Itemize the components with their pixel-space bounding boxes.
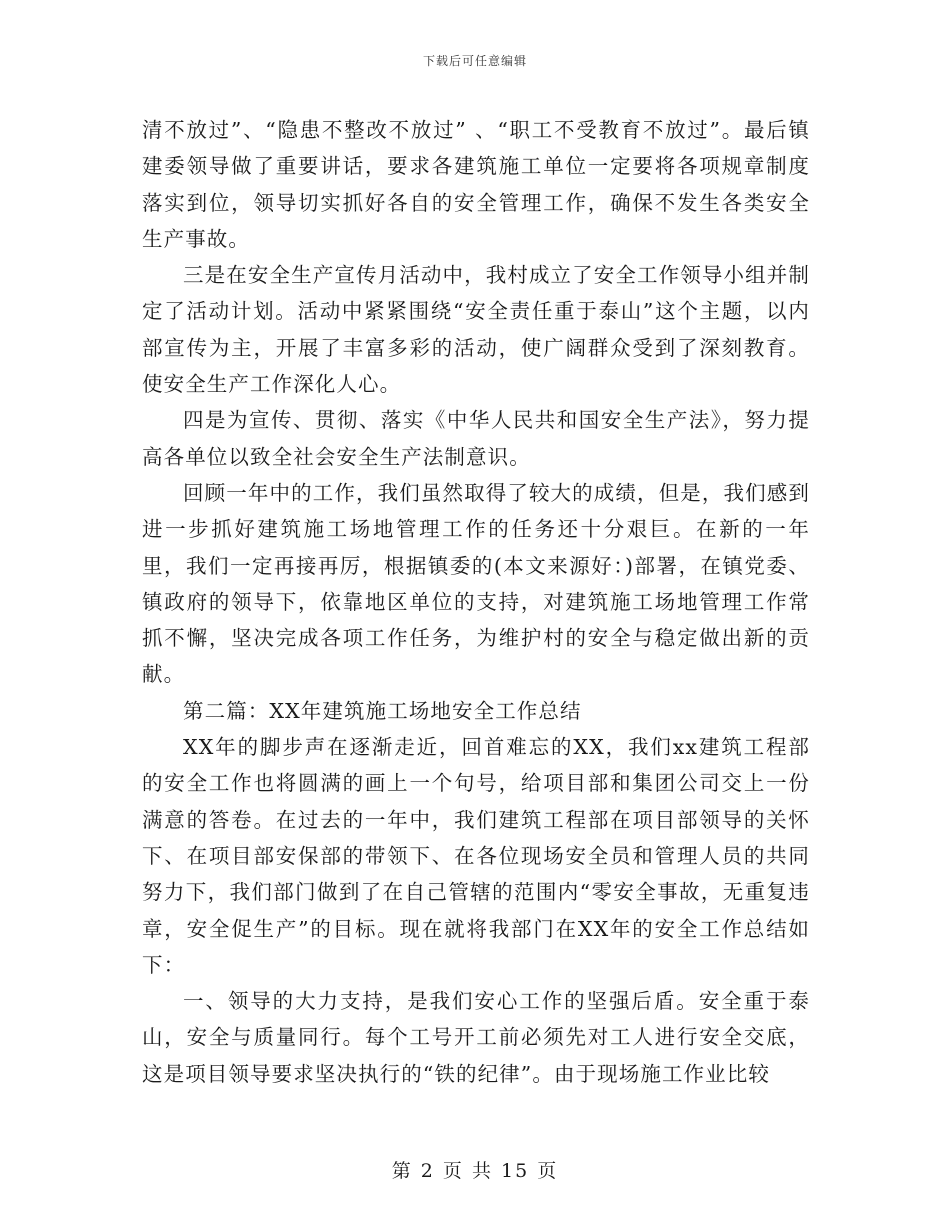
page-header-note: 下载后可任意编辑: [422, 54, 527, 68]
document-body: [142, 112, 810, 1092]
paragraph-point-four: 四是为宣传、贯彻、落实《中华人民共和国安全生产法》，努力提高各单位以致全社会安全生产法制意识。: [142, 408, 810, 469]
page-number-footer: 第 2 页 共 15 页: [391, 1160, 559, 1182]
section-heading: 第二篇：XX年建筑施工场地安全工作总结: [183, 698, 582, 723]
paragraph-review: 回顾一年中的工作，我们虽然取得了较大的成绩，但是，我们感到进一步抓好建筑施工场地管理工作的任务还十分艰巨。在新的一年里，我们一定再接再厉，根据镇委的(本文来源好：)部署，在镇党委、镇政府的领导下，依靠地区单位的支持，对建筑施工场地管理工作常抓不懈，坚决完成各项工作任务，为维护村的安全与稳定做出新的贡献。: [142, 480, 810, 687]
paragraph-item-one: 一、领导的大力支持，是我们安心工作的坚强后盾。安全重于泰山，安全与质量同行。每个工号开工前必须先对工人进行安全交底，这是项目领导要求坚决执行的“铁的纪律”。由于现场施工作业比较: [142, 989, 810, 1086]
paragraph-continuation: 清不放过”、“隐患不整改不放过” 、“职工不受教育不放过”。最后镇建委领导做了重要讲话，要求各建筑施工单位一定要将各项规章制度落实到位，领导切实抓好各自的安全管理工作，确保不发生各类安全生产事故。: [142, 118, 810, 251]
paragraph-point-three: 三是在安全生产宣传月活动中，我村成立了安全工作领导小组并制定了活动计划。活动中紧紧围绕“安全责任重于泰山”这个主题，以内部宣传为主，开展了丰富多彩的活动，使广阔群众受到了深刻教育。使安全生产工作深化人心。: [142, 263, 810, 397]
paragraph-intro: XX年的脚步声在逐渐走近，回首难忘的XX，我们xx建筑工程部的安全工作也将圆满的画上一个句号，给项目部和集团公司交上一份满意的答卷。在过去的一年中，我们建筑工程部在项目部领导的关怀下、在项目部安保部的带领下、在各位现场安全员和管理人员的共同努力下，我们部门做到了在自己管辖的范围内“零安全事故，无重复违章，安全促生产”的目标。现在就将我部门在XX年的安全工作总结如下：: [142, 735, 810, 977]
